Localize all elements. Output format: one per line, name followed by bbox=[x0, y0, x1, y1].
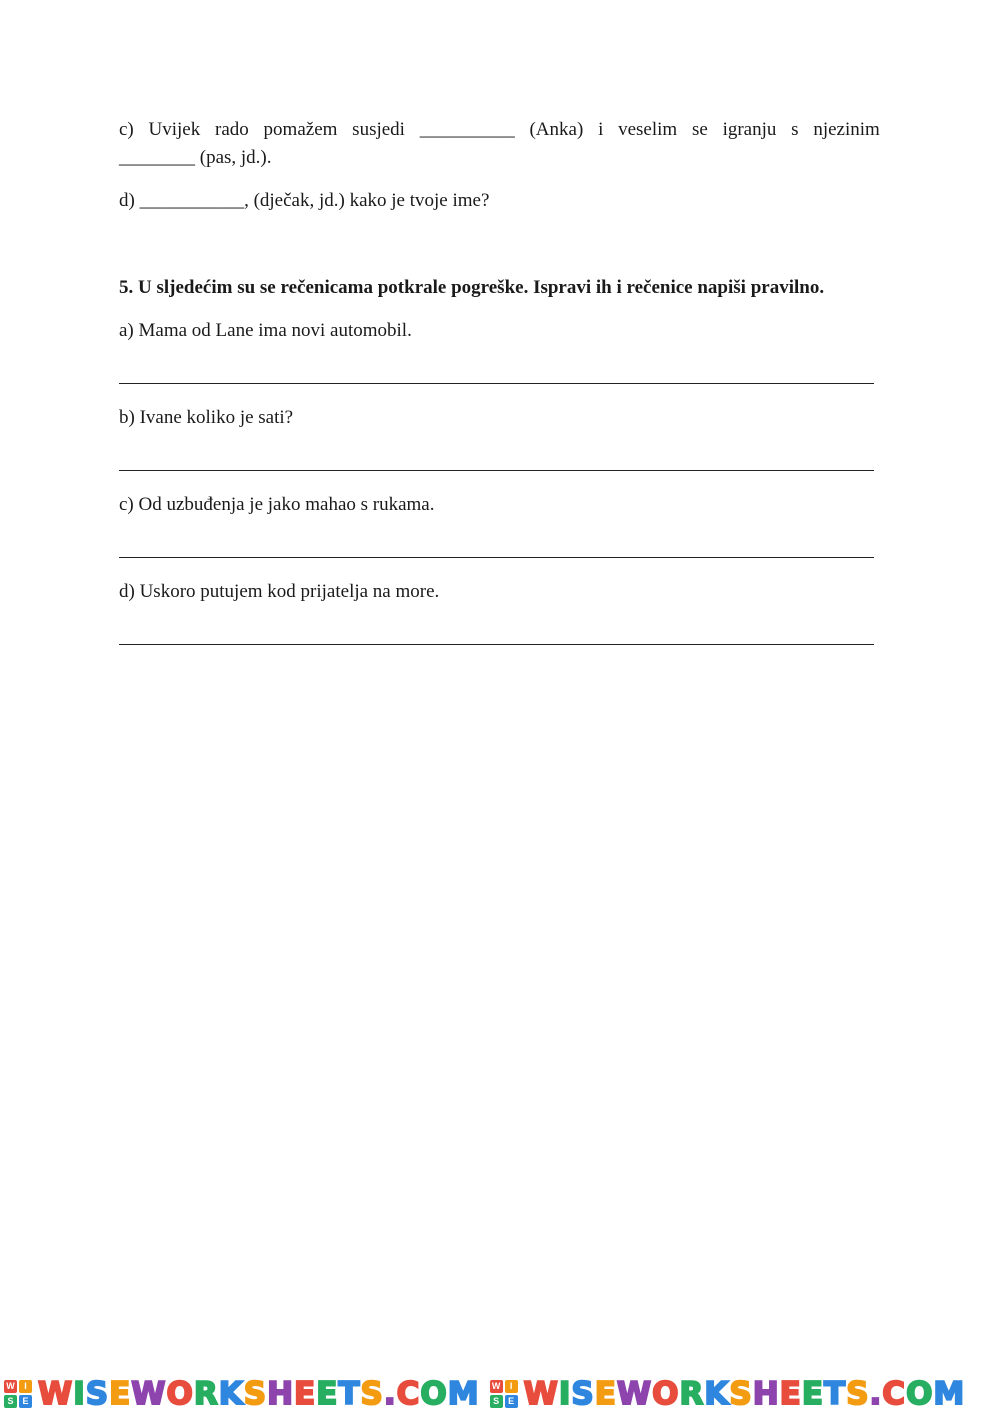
brand-wordmark bbox=[38, 1376, 480, 1412]
item-d: d) ___________, (dječak, jd.) kako je tvoje ime? bbox=[119, 190, 490, 211]
brand-letter: H bbox=[752, 1375, 780, 1412]
item-c-line2: ________ (pas, jd.). bbox=[119, 147, 272, 168]
brand-letter: E bbox=[316, 1375, 339, 1412]
item-c-word: pomažem bbox=[263, 119, 338, 140]
item-c-word: Uvijek bbox=[148, 119, 201, 140]
brand-letter: W bbox=[616, 1375, 653, 1412]
brand-logo bbox=[0, 1376, 480, 1412]
item-c-word: s bbox=[791, 119, 799, 140]
brand-letter: . bbox=[869, 1375, 883, 1412]
brand-letter: K bbox=[704, 1375, 730, 1412]
logo-squares-icon bbox=[490, 1380, 518, 1408]
answer-line-d[interactable] bbox=[119, 644, 874, 645]
task5-sentence-b: b) Ivane koliko je sati? bbox=[119, 407, 294, 428]
answer-line-c[interactable] bbox=[119, 557, 874, 558]
item-c-line1 bbox=[119, 116, 880, 144]
brand-letter: S bbox=[729, 1375, 753, 1412]
logo-square: S bbox=[490, 1395, 503, 1408]
brand-letter: S bbox=[846, 1375, 870, 1412]
logo-square: I bbox=[505, 1380, 518, 1393]
task5-sentence-d: d) Uskoro putujem kod prijatelja na more. bbox=[119, 581, 440, 602]
item-c-word: veselim bbox=[618, 119, 678, 140]
brand-letter: O bbox=[652, 1375, 680, 1412]
brand-letter: H bbox=[267, 1375, 295, 1412]
brand-letter: T bbox=[338, 1375, 361, 1412]
logo-square: W bbox=[4, 1380, 17, 1393]
brand-letter: R bbox=[193, 1375, 219, 1412]
item-c-word: i bbox=[598, 119, 604, 140]
logo-square: S bbox=[4, 1395, 17, 1408]
brand-logo bbox=[486, 1376, 966, 1412]
brand-letter: E bbox=[779, 1375, 802, 1412]
item-c-blank[interactable]: __________ bbox=[419, 119, 515, 140]
brand-letter: C bbox=[396, 1375, 421, 1412]
brand-letter: O bbox=[420, 1375, 448, 1412]
brand-letter: E bbox=[109, 1375, 132, 1412]
brand-letter: M bbox=[447, 1375, 480, 1412]
answer-line-b[interactable] bbox=[119, 470, 874, 471]
brand-letter: E bbox=[801, 1375, 825, 1412]
brand-letter: E bbox=[294, 1375, 317, 1412]
item-c-word: susjedi bbox=[352, 119, 405, 140]
brand-letter: S bbox=[85, 1375, 110, 1412]
task5-sentence-c: c) Od uzbuđenja je jako mahao s rukama. bbox=[119, 494, 435, 515]
item-c-word: (Anka) bbox=[529, 119, 584, 140]
brand-letter: . bbox=[383, 1375, 397, 1412]
logo-square: W bbox=[490, 1380, 503, 1393]
brand-letter: M bbox=[933, 1375, 966, 1412]
item-c-word: rado bbox=[215, 119, 249, 140]
brand-letter: K bbox=[218, 1375, 244, 1412]
logo-squares-icon bbox=[4, 1380, 32, 1408]
brand-letter: W bbox=[523, 1375, 559, 1412]
brand-letter: S bbox=[360, 1375, 384, 1412]
brand-letter: R bbox=[679, 1375, 705, 1412]
brand-letter: I bbox=[558, 1375, 572, 1412]
answer-line-a[interactable] bbox=[119, 383, 874, 384]
brand-wordmark bbox=[524, 1376, 966, 1412]
footer-watermark bbox=[0, 1374, 1000, 1413]
brand-letter: T bbox=[824, 1375, 847, 1412]
brand-letter: E bbox=[594, 1375, 617, 1412]
brand-letter: O bbox=[166, 1375, 194, 1412]
logo-square: E bbox=[505, 1395, 518, 1408]
brand-letter: I bbox=[73, 1375, 86, 1412]
logo-square: E bbox=[19, 1395, 32, 1408]
item-c-word: c) bbox=[119, 119, 134, 140]
brand-letter: S bbox=[243, 1375, 268, 1412]
task5-sentence-a: a) Mama od Lane ima novi automobil. bbox=[119, 320, 412, 341]
item-c-word: se bbox=[691, 119, 708, 140]
task5-heading: 5. U sljedećim su se rečenicama potkrale pogreške. Ispravi ih i rečenice napiši pravilno. bbox=[119, 277, 825, 298]
brand-letter: S bbox=[571, 1375, 595, 1412]
brand-letter: C bbox=[882, 1375, 907, 1412]
brand-letter: W bbox=[131, 1375, 167, 1412]
logo-square: I bbox=[19, 1380, 32, 1393]
item-c-word: igranju bbox=[722, 119, 777, 140]
item-c-word: njezinim bbox=[813, 119, 880, 140]
brand-letter: W bbox=[38, 1375, 74, 1412]
brand-letter: O bbox=[906, 1375, 934, 1412]
